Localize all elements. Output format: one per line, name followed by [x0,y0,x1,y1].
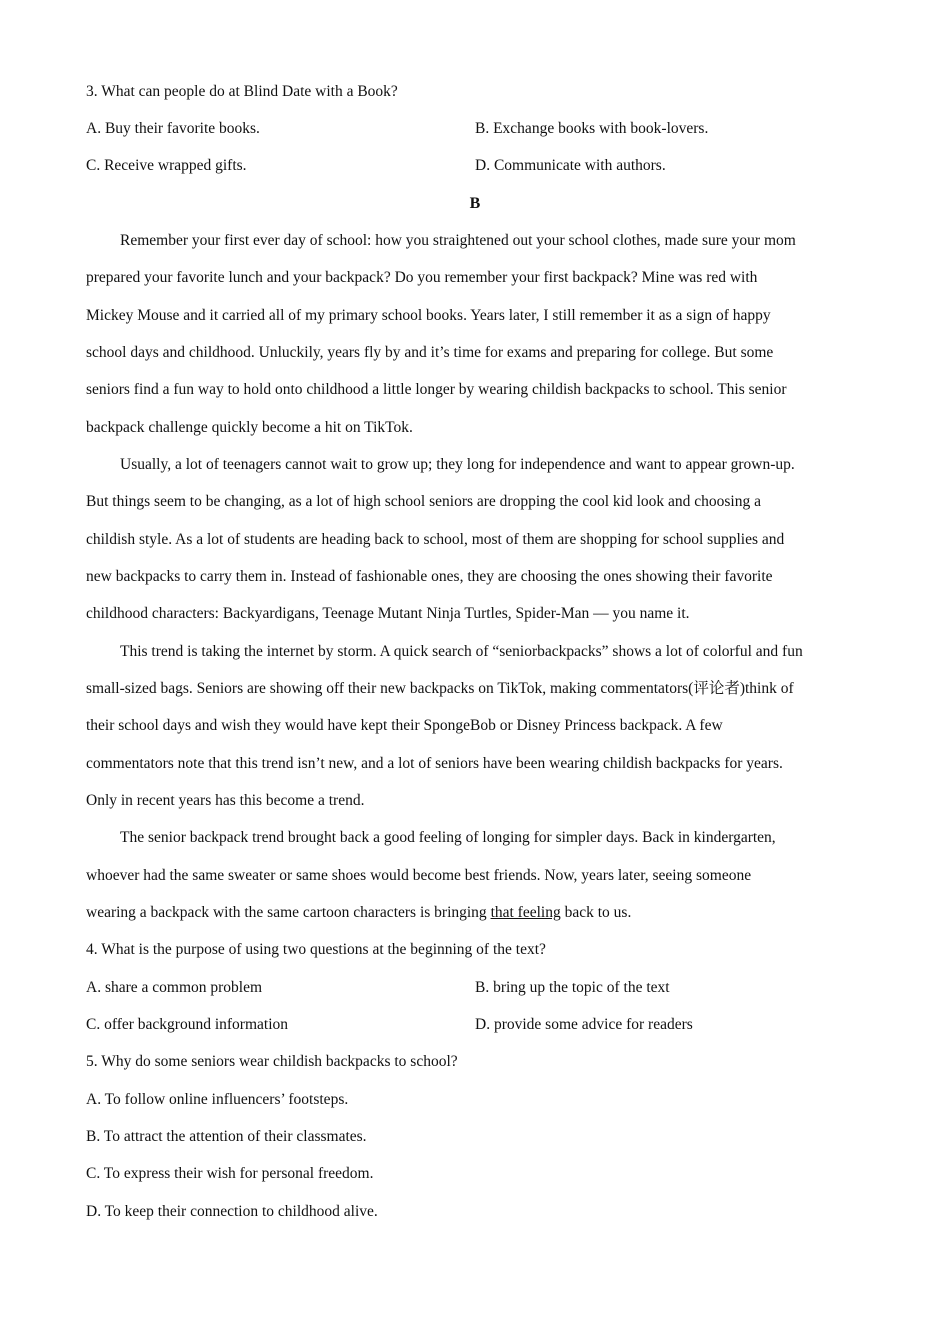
paragraph-4-text-before: wearing a backpack with the same cartoon characters is bringing [86,904,491,921]
q4-option-b: B. bring up the topic of the text [475,979,670,996]
paragraph-1-line: seniors find a fun way to hold onto childhood a little longer by wearing childish backpacks to school. This senior [86,381,787,398]
paragraph-1-line: school days and childhood. Unluckily, years fly by and it’s time for exams and preparing for college. But some [86,344,774,361]
q3-option-c: C. Receive wrapped gifts. [86,157,247,174]
paragraph-1-line: Mickey Mouse and it carried all of my primary school books. Years later, I still remember it as a sign of happy [86,307,771,324]
paragraph-3-line: This trend is taking the internet by storm. A quick search of “seniorbackpacks” shows a lot of colorful and fun [120,643,803,660]
paragraph-3-line: their school days and wish they would have kept their SpongeBob or Disney Princess backpack. A few [86,717,723,734]
paragraph-3-line: small-sized bags. Seniors are showing off their new backpacks on TikTok, making commentators(评论者)think of [86,680,794,697]
paragraph-2-line: childhood characters: Backyardigans, Teenage Mutant Ninja Turtles, Spider-Man — you name it. [86,605,690,622]
q4-option-d: D. provide some advice for readers [475,1016,693,1033]
paragraph-2-line: Usually, a lot of teenagers cannot wait to grow up; they long for independence and want to appear grown-up. [120,456,795,473]
paragraph-4-line [86,903,631,923]
paragraph-2-line: childish style. As a lot of students are heading back to school, most of them are shopping for school supplies and [86,531,785,548]
paragraph-3-line: Only in recent years has this become a trend. [86,792,365,809]
question-5: 5. Why do some seniors wear childish backpacks to school? [86,1053,458,1070]
underlined-phrase: that feeling [490,904,561,921]
paragraph-1-line: prepared your favorite lunch and your backpack? Do you remember your first backpack? Mine was red with [86,269,758,286]
q5-option-a: A. To follow online influencers’ footsteps. [86,1091,349,1108]
paragraph-4-text-after: back to us. [560,904,632,921]
q5-option-c: C. To express their wish for personal freedom. [86,1165,374,1182]
paragraph-2-line: But things seem to be changing, as a lot of high school seniors are dropping the cool kid look and choosing a [86,493,761,510]
paragraph-4-line: The senior backpack trend brought back a good feeling of longing for simpler days. Back in kindergarten, [120,829,776,846]
q3-option-b: B. Exchange books with book-lovers. [475,120,709,137]
paragraph-2-line: new backpacks to carry them in. Instead of fashionable ones, they are choosing the ones showing their favorite [86,568,773,585]
paragraph-1-line: backpack challenge quickly become a hit on TikTok. [86,419,413,436]
q4-option-c: C. offer background information [86,1016,289,1033]
section-heading: B [469,195,481,212]
q5-option-d: D. To keep their connection to childhood alive. [86,1203,378,1220]
paragraph-4-line: whoever had the same sweater or same shoes would become best friends. Now, years later, seeing someone [86,867,752,884]
paragraph-1-line: Remember your first ever day of school: how you straightened out your school clothes, made sure your mom [120,232,796,249]
paragraph-3-line: commentators note that this trend isn’t new, and a lot of seniors have been wearing childish backpacks for years. [86,755,783,772]
question-4: 4. What is the purpose of using two questions at the beginning of the text? [86,941,546,958]
q4-option-a: A. share a common problem [86,979,263,996]
q3-option-d: D. Communicate with authors. [475,157,666,174]
q5-option-b: B. To attract the attention of their classmates. [86,1128,367,1145]
q3-option-a: A. Buy their favorite books. [86,120,260,137]
question-3: 3. What can people do at Blind Date with a Book? [86,83,398,100]
